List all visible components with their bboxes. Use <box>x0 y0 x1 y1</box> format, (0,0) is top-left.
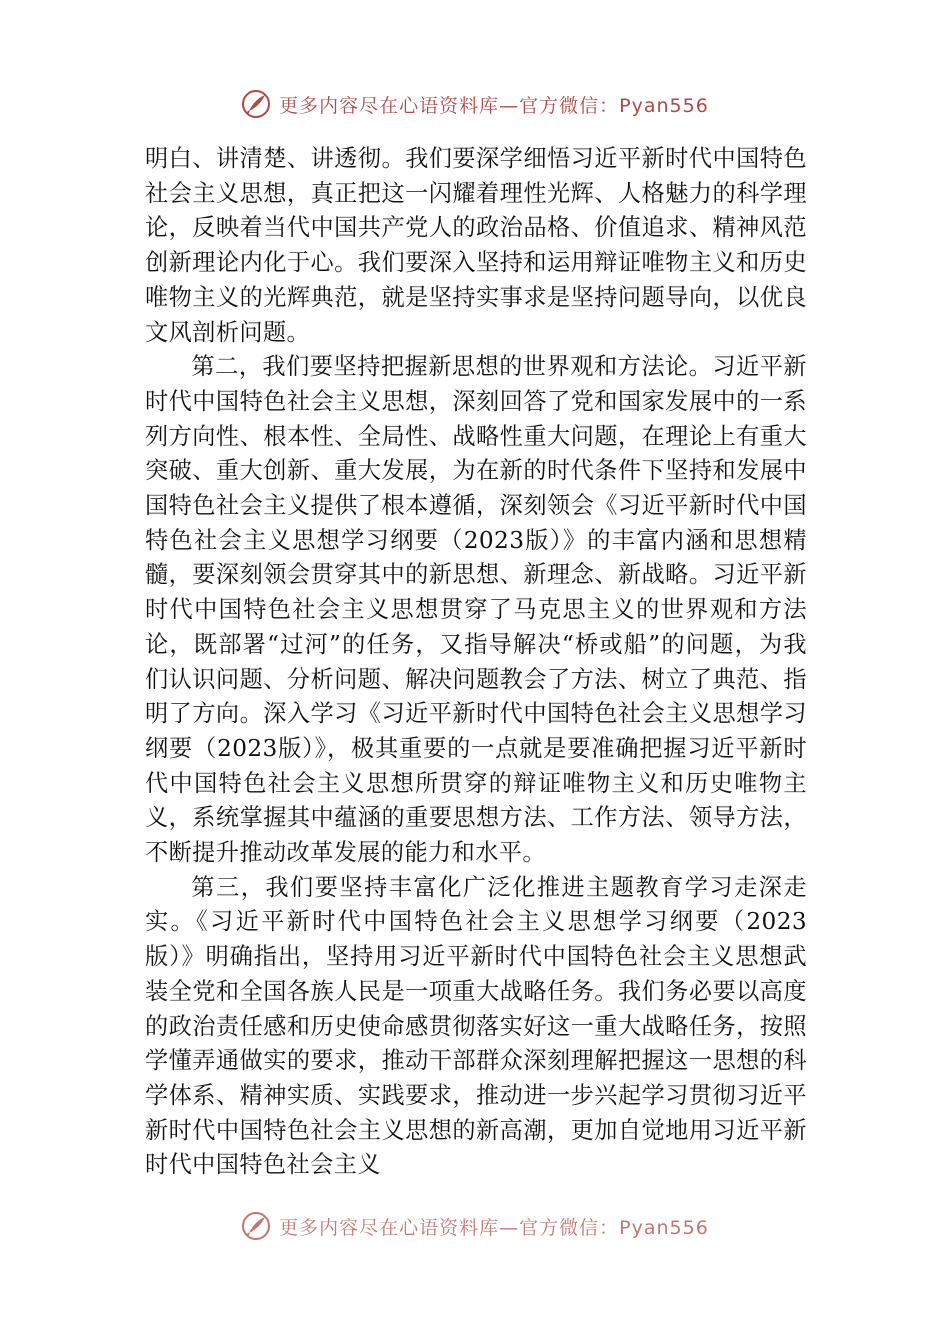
quill-pen-icon <box>241 1211 271 1241</box>
quill-pen-icon <box>241 89 271 119</box>
paragraph-second-point: 第二，我们要坚持把握新思想的世界观和方法论。习近平新时代中国特色社会主义思想，深刻回答了党和国家发展中的一系列方向性、根本性、全局性、战略性重大问题，在理论上有重大突破、重大创新、重大发展，为在新的时代条件下坚持和发展中国特色社会主义提供了根本遵循，深刻领会《习近平新时代中国特色社会主义思想学习纲要（2023版）》的丰富内涵和思想精髓，要深刻领会贯穿其中的新思想、新理念、新战略。习近平新时代中国特色社会主义思想贯穿了马克思主义的世界观和方法论，既部署“过河”的任务，又指导解决“桥或船”的问题，为我们认识问题、分析问题、解决问题教会了方法、树立了典范、指明了方向。深入学习《习近平新时代中国特色社会主义思想学习纲要（2023版）》，极其重要的一点就是要准确把握习近平新时代中国特色社会主义思想所贯穿的辩证唯物主义和历史唯物主义，系统掌握其中蕴涵的重要思想方法、工作方法、领导方法，不断提升推动改革发展的能力和水平。 <box>145 353 807 867</box>
watermark-text: 更多内容尽在心语资料库—官方微信：Pyan556 <box>279 1216 709 1239</box>
document-body <box>145 142 807 1183</box>
watermark-header <box>0 84 950 124</box>
watermark-text: 更多内容尽在心语资料库—官方微信：Pyan556 <box>279 94 709 117</box>
watermark-footer <box>0 1206 950 1246</box>
paragraph-continued: 明白、讲清楚、讲透彻。我们要深学细悟习近平新时代中国特色社会主义思想，真正把这一闪耀着理性光辉、人格魅力的科学理论，反映着当代中国共产党人的政治品格、价值追求、精神风范创新理论内化于心。我们要深入坚持和运用辩证唯物主义和历史唯物主义的光辉典范，就是坚持实事求是坚持问题导向，以优良文风剖析问题。 <box>145 145 807 346</box>
paragraph-third-point: 第三，我们要坚持丰富化广泛化推进主题教育学习走深走实。《习近平新时代中国特色社会主义思想学习纲要（2023版）》明确指出，坚持用习近平新时代中国特色社会主义思想武装全党和全国各族人民是一项重大战略任务。我们务必要以高度的政治责任感和历史使命感贯彻落实好这一重大战略任务，按照学懂弄通做实的要求，推动干部群众深刻理解把握这一思想的科学体系、精神实质、实践要求，推动进一步兴起学习贯彻习近平新时代中国特色社会主义思想的新高潮，更加自觉地用习近平新时代中国特色社会主义 <box>145 873 807 1179</box>
